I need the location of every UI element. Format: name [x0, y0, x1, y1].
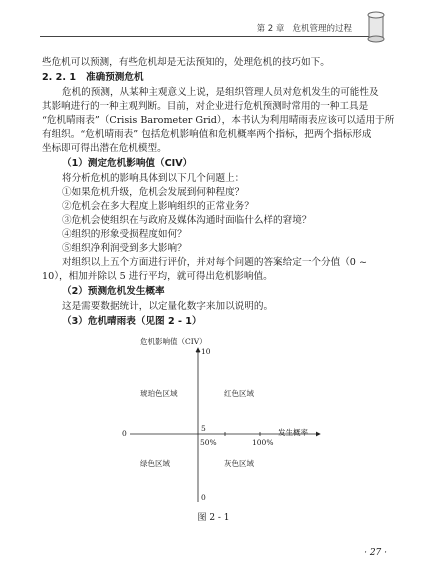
- paragraph-line: 坐标即可得出潜在危机模型。: [42, 143, 167, 154]
- quadrant-gray: 灰色区域: [224, 459, 254, 468]
- quadrant-green: 绿色区域: [140, 459, 170, 468]
- paragraph-line: 危机的预测，从某种主观意义上说，是组织管理人员对危机发生的可能性及: [62, 87, 379, 98]
- subheading-probability: （2）预测危机发生概率: [62, 286, 165, 297]
- quadrant-amber: 琥珀色区域: [140, 389, 178, 398]
- subheading-barometer: （3）危机晴雨表（见图 2 - 1）: [62, 316, 202, 327]
- y-tick-label-top: 10: [201, 347, 211, 356]
- question-item: ④组织的形象受损程度如何？: [62, 229, 187, 240]
- paragraph-line: 10），相加并除以 5 进行平均，就可得出危机影响值。: [42, 271, 273, 282]
- y-tick-label-mid: 5: [201, 424, 206, 433]
- crisis-barometer-figure: [110, 330, 340, 506]
- scroll-ornament-icon: [364, 10, 388, 44]
- question-item: ②危机会在多大程度上影响组织的正常业务？: [62, 201, 254, 212]
- quadrant-red: 红色区域: [224, 389, 254, 398]
- barometer-axes: [110, 330, 340, 506]
- x-tick-label-mid: 50%: [200, 438, 217, 447]
- section-heading: [42, 71, 380, 85]
- x-axis-label: 发生概率: [278, 428, 308, 437]
- paragraph-line: 将分析危机的影响具体到以下几个问题上：: [62, 173, 245, 184]
- paragraph-line: 有组织。“危机晴雨表” 包括危机影响值和危机概率两个指标，把两个指标形成: [42, 129, 372, 140]
- y-axis-label: 危机影响值（CIV）: [140, 337, 207, 346]
- section-number: 2. 2. 1: [42, 72, 76, 83]
- x-tick-label-end: 100%: [252, 438, 274, 447]
- question-item: ⑤组织净利润受到多大影响？: [62, 243, 187, 254]
- chapter-title: 危机管理的过程: [292, 24, 352, 34]
- page-number: · 27 ·: [364, 548, 387, 558]
- y-tick-label-bottom: 0: [201, 493, 206, 502]
- question-item: ①如果危机升级，危机会发展到何种程度？: [62, 187, 245, 198]
- paragraph-line: 对组织以上五个方面进行评价，并对每个问题的答案给定一个分值（0 ~: [62, 257, 368, 268]
- paragraph-line: 其影响进行的一种主观判断。目前，对企业进行危机预测时常用的一种工具是: [42, 101, 369, 112]
- header-title: [257, 22, 352, 34]
- running-header: [40, 18, 380, 36]
- section-title: 准确预测危机: [86, 72, 144, 83]
- chapter-label: 第 2 章: [256, 24, 285, 34]
- figure-caption: 图 2 - 1: [197, 513, 230, 523]
- question-item: ③危机会使组织在与政府及媒体沟通时面临什么样的窘境？: [62, 215, 312, 226]
- paragraph-line: 这是需要数据统计，以定量化数字来加以说明的。: [62, 301, 274, 312]
- body-line: 些危机可以预测，有些危机却是无法预知的，处理危机的技巧如下。: [42, 57, 330, 68]
- header-rule: [40, 36, 380, 37]
- subheading-civ: （1）测定危机影响值（CIV）: [62, 158, 193, 169]
- paragraph-line: “危机晴雨表”（Crisis Barometer Grid），本书认为利用晴雨表应该可以适用于所: [42, 115, 395, 126]
- x-origin-label: 0: [122, 429, 127, 438]
